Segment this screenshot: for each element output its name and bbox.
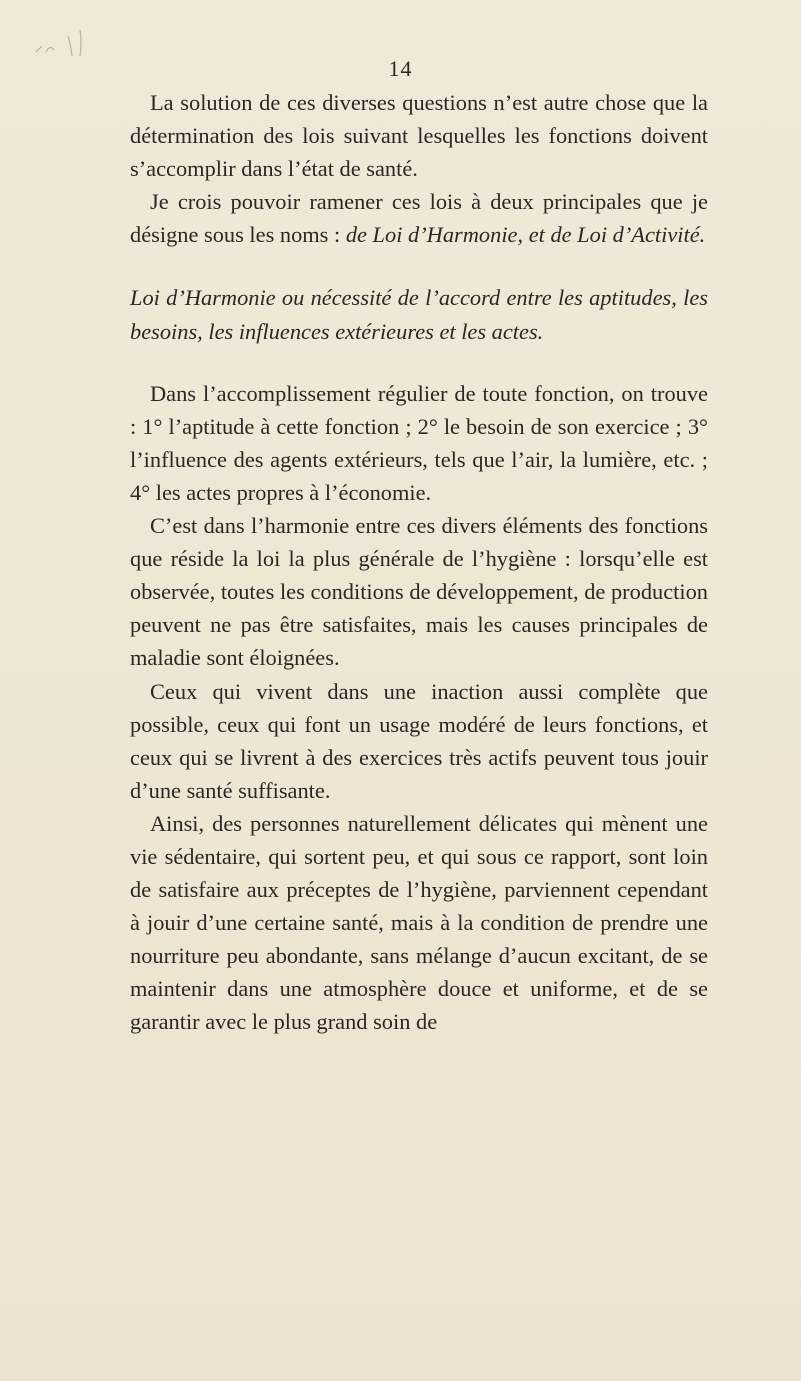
paragraph-laws: [130, 185, 708, 251]
text-body: [130, 86, 708, 1039]
law-activity-name: et de Loi d’Activité.: [528, 222, 706, 248]
section-heading-law-harmony: Loi d’Harmonie ou nécessité de l’accord entre les aptitudes, les besoins, les influences extérieures et les actes.: [130, 285, 708, 344]
paragraph-delicate-persons: Ainsi, des personnes naturellement délicates qui mènent une vie sédentaire, qui sortent peu, et qui sous ce rapport, sont loin de satisfaire aux préceptes de l’hygiène, parviennent cependant à jouir d’une certaine santé, mais à la condition de prendre une nourriture peu abondante, sans mélange d’aucun excitant, de se maintenir dans une atmosphère douce et uniforme, et de se garantir avec le plus grand soin de: [130, 810, 708, 1035]
page-number: 14: [388, 56, 413, 81]
paragraph-harmony: C’est dans l’harmonie entre ces divers éléments des fonctions que réside la loi la plus générale de l’hygiène : lorsqu’elle est observée, toutes les conditions de développement, de production peuvent ne pas être satisfaites, mais les causes principales de maladie sont éloignées.: [130, 513, 708, 671]
paragraph-intro-text: La solution de ces diverses questions n’est autre chose que la détermination des lois suivant lesquelles les fonctions doivent s’accomplir dans l’état de santé.: [130, 90, 708, 182]
paragraph-inaction: Ceux qui vivent dans une inaction aussi complète que possible, ceux qui font un usage modéré de leurs fonctions, et ceux qui se livrent à des exercices très actifs peuvent tous jouir d’une santé suffisante.: [130, 678, 708, 803]
heading-spacer: [130, 348, 708, 377]
paragraph-laws-text: Je crois pouvoir ramener ces lois à deux principales que je désigne sous les noms :: [130, 189, 708, 248]
paragraph-intro: [130, 86, 708, 185]
paragraph-elements: Dans l’accomplissement régulier de toute fonction, on trouve : 1° l’aptitude à cette fonction ; 2° le besoin de son exercice ; 3° l’influence des agents extérieurs, tels que l’air, la lumière, etc. ; 4° les actes propres à l’économie.: [130, 380, 708, 505]
comma-separator: ,: [517, 222, 529, 248]
law-harmony-name: de Loi d’Harmonie: [345, 222, 518, 248]
